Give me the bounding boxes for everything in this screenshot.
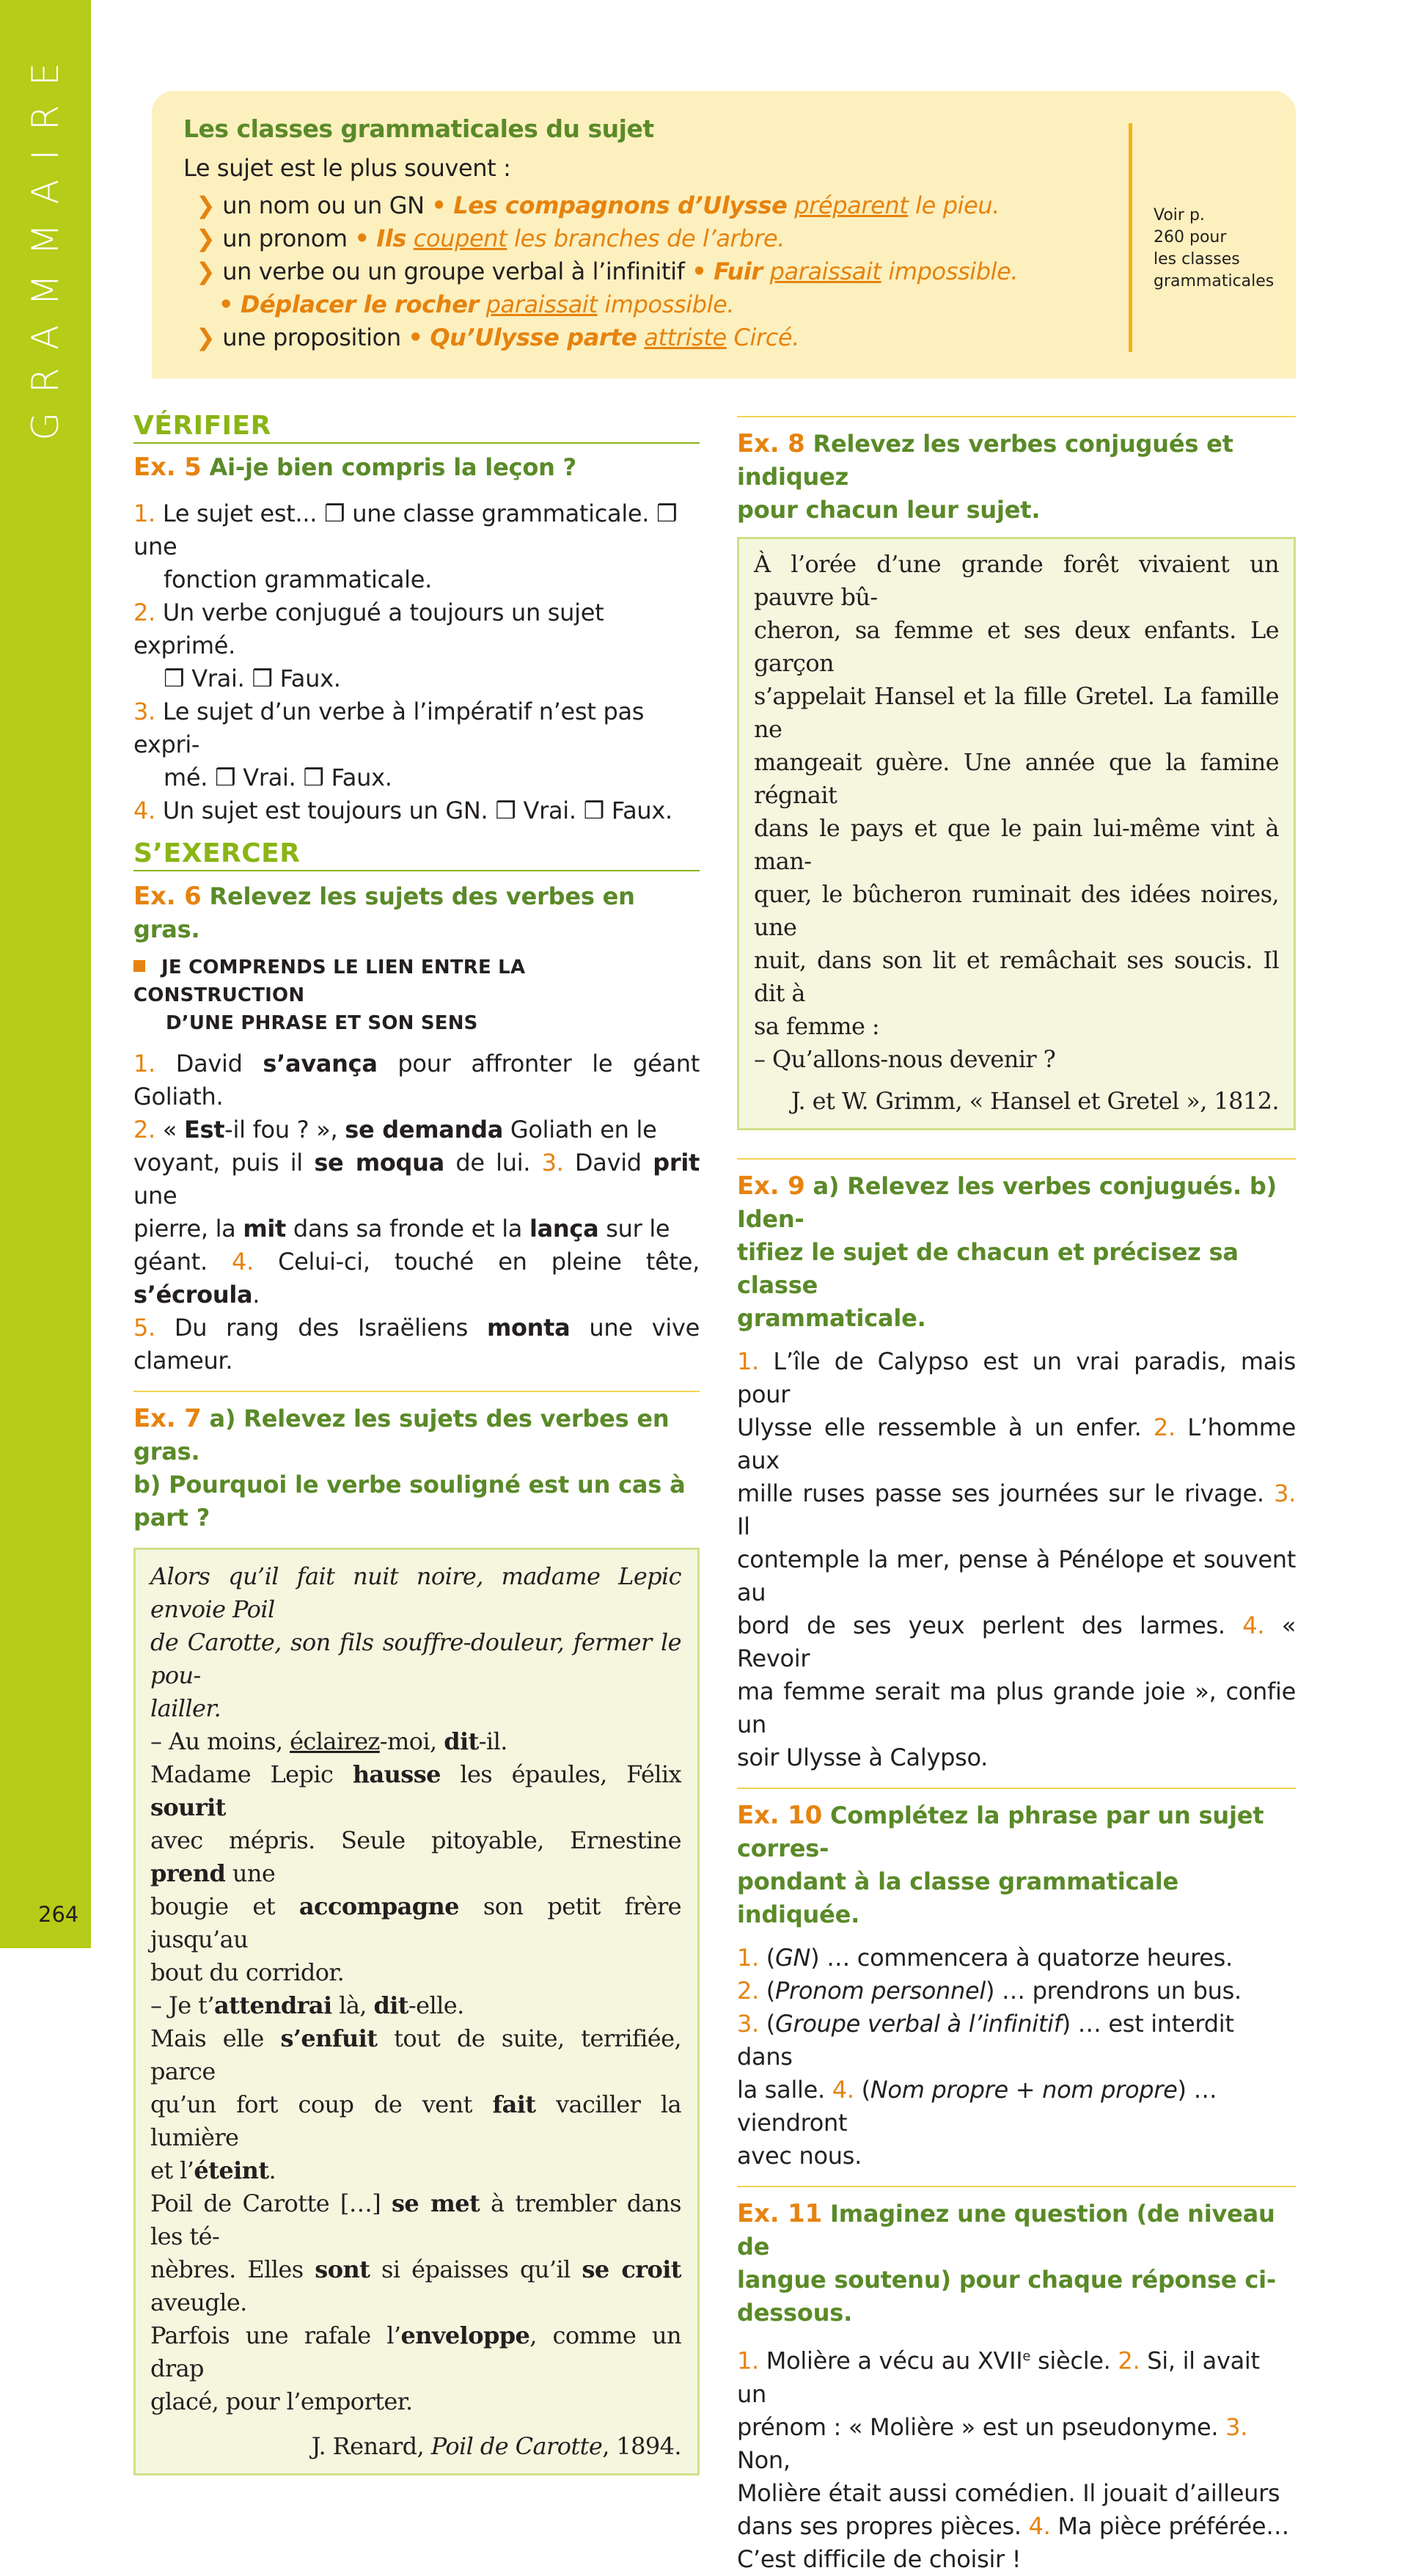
- example-verb: paraissait: [769, 257, 881, 285]
- chevron-right-icon: ❯: [196, 191, 216, 219]
- text: mille ruses passe ses journées sur le rivage.: [737, 1479, 1275, 1507]
- bold-verb: fait: [492, 2090, 536, 2118]
- text: -il.: [478, 1727, 507, 1755]
- text: son petit frère jusqu’au: [150, 1892, 681, 1953]
- text: à trembler dans les té-: [150, 2189, 681, 2250]
- text: une: [133, 1182, 177, 1210]
- ex9-instruction: a) Relevez les verbes conjugués. b) Iden-: [737, 1172, 1277, 1233]
- text-line: C’est difficile de choisir !: [737, 2544, 1022, 2573]
- text-line: cheron, sa femme et ses deux enfants. Le garçon: [754, 616, 1279, 677]
- example-verb: préparent: [794, 191, 909, 219]
- lesson-item-text: une proposition: [215, 323, 408, 351]
- text-line: soir Ulysse à Calypso.: [737, 1743, 989, 1771]
- text-line: – Qu’allons-nous devenir ?: [754, 1045, 1056, 1073]
- bold-verb: dit: [444, 1727, 479, 1755]
- ex11-label: Ex. 11: [737, 2199, 823, 2228]
- italic-class: Nom propre + nom propre: [870, 2076, 1178, 2104]
- text-line: sa femme :: [754, 1012, 880, 1040]
- text: – Je t’: [150, 1991, 214, 2019]
- text: là,: [331, 1991, 374, 2019]
- ex11-instruction: Imaginez une question (de niveau de: [737, 2200, 1275, 2261]
- list-item: [133, 794, 700, 827]
- lesson-item-text: un nom ou un GN: [215, 191, 432, 219]
- lesson-item: [183, 255, 1263, 288]
- item-text: Le sujet est... ❒ une classe grammaticale. ❒ une: [133, 500, 678, 560]
- text: (: [758, 1944, 775, 1972]
- section-exercer-heading: S’EXERCER: [133, 838, 700, 871]
- ex9-label: Ex. 9: [737, 1171, 805, 1201]
- example-rest: impossible.: [881, 257, 1019, 285]
- text: .: [268, 2156, 276, 2184]
- example-verb: attriste: [644, 323, 727, 351]
- item-number: 2.: [737, 1977, 759, 2005]
- text: -il fou ? »,: [224, 1116, 345, 1144]
- ex10-instruction: Complétez la phrase par un sujet corres-: [737, 1801, 1264, 1862]
- bullet-icon: •: [431, 191, 447, 219]
- ex5-label: Ex. 5: [133, 453, 202, 482]
- bold-verb: s’enfuit: [280, 2024, 378, 2052]
- text: ) … prendrons un bus.: [985, 1977, 1242, 2005]
- bullet-icon: •: [408, 323, 423, 351]
- ex11-text: [737, 2340, 1296, 2576]
- divider: [737, 2186, 1296, 2187]
- bold-verb: monta: [486, 1314, 571, 1342]
- text: dans sa fronde et la: [286, 1215, 529, 1243]
- bullet-icon: •: [354, 224, 370, 252]
- ex9-text: [737, 1345, 1296, 1774]
- lesson-item: [183, 321, 1263, 354]
- ex8-heading: [737, 428, 1296, 527]
- item-number: 4.: [1242, 1611, 1265, 1639]
- page-number: 264: [38, 1902, 79, 1927]
- bold-verb: prit: [653, 1149, 700, 1177]
- example-subject: Qu’Ulysse parte: [430, 323, 637, 351]
- text-line: À l’orée d’une grande forêt vivaient un pauvre bû-: [754, 550, 1279, 611]
- text: [637, 323, 645, 351]
- text: tout de suite, terrifiée, parce: [150, 2024, 681, 2085]
- text: dans ses propres pièces.: [737, 2511, 1029, 2540]
- ex10-instruction: pondant à la classe grammaticale indiquée.: [737, 1867, 1178, 1928]
- lesson-intro: Le sujet est le plus souvent :: [183, 154, 511, 182]
- text: pour affronter le géant Goliath.: [133, 1050, 700, 1110]
- lesson-note: [1154, 205, 1274, 293]
- ex5-instruction: Ai-je bien compris la leçon ?: [209, 453, 577, 481]
- item-number: 1.: [737, 1944, 759, 1972]
- lesson-example: [423, 323, 799, 351]
- ex9-instruction: tifiez le sujet de chacun et précisez sa classe: [737, 1238, 1239, 1299]
- lesson-title: Les classes grammaticales du sujet: [183, 114, 654, 143]
- italic-class: Pronom personnel: [775, 1977, 986, 2005]
- ex5-list: [133, 497, 700, 827]
- item-number: 3.: [737, 2010, 759, 2038]
- ex6-heading: [133, 880, 700, 946]
- ex7-instruction-a: a) Relevez les sujets des verbes en gras.: [133, 1405, 670, 1466]
- list-item: [133, 497, 700, 596]
- text: et l’: [150, 2156, 194, 2184]
- item-number: 4.: [133, 797, 155, 824]
- text: Si, il avait un: [737, 2346, 1260, 2408]
- objective-text: JE COMPRENDS LE LIEN ENTRE LA CONSTRUCTION: [133, 956, 526, 1006]
- item-text: Le sujet d’un verbe à l’impératif n’est pas expri-: [133, 698, 645, 758]
- ex10-label: Ex. 10: [737, 1801, 823, 1830]
- divider: [737, 416, 1296, 417]
- ex8-instruction: Relevez les verbes conjugués et indiquez: [737, 430, 1233, 491]
- text: Celui-ci, touché en pleine tête,: [253, 1248, 700, 1276]
- ex8-text-box: [737, 537, 1296, 1130]
- italic-class: GN: [775, 1944, 811, 1972]
- text: [763, 257, 770, 285]
- divider: [737, 1158, 1296, 1160]
- text: la salle.: [737, 2076, 832, 2104]
- underlined-verb: éclairez: [290, 1727, 380, 1755]
- objective-text: D’UNE PHRASE ET SON SENS: [166, 1012, 478, 1034]
- item-number: 2.: [133, 599, 155, 626]
- superscript: e: [1022, 2349, 1031, 2364]
- example-subject: Ils: [376, 224, 407, 252]
- item-number: 1.: [737, 1347, 759, 1375]
- text: aveugle.: [150, 2288, 247, 2316]
- lesson-example: [233, 290, 734, 318]
- ex9-heading: [737, 1170, 1296, 1335]
- example-subject: Déplacer le rocher: [240, 290, 479, 318]
- bold-verb: mit: [243, 1215, 287, 1243]
- text: qu’un fort coup de vent: [150, 2090, 493, 2118]
- item-text: Un sujet est toujours un GN. ❒ Vrai. ❒ Faux.: [162, 797, 672, 824]
- ex7-source: [150, 2430, 681, 2463]
- bullet-icon: •: [219, 290, 234, 318]
- text: « Revoir: [737, 1611, 1296, 1672]
- text-line: nuit, dans son lit et remâchait ses soucis. Il dit à: [754, 946, 1279, 1007]
- text: une: [225, 1859, 276, 1887]
- text-line: Molière était aussi comédien. Il jouait d’ailleurs: [737, 2478, 1280, 2507]
- chevron-right-icon: ❯: [196, 323, 216, 351]
- bold-verb: se croit: [582, 2255, 681, 2283]
- bold-verb: éteint: [194, 2156, 269, 2184]
- item-number: 5.: [133, 1314, 155, 1342]
- text-line: bout du corridor.: [150, 1958, 345, 1986]
- text: géant.: [133, 1248, 232, 1276]
- text: [787, 191, 794, 219]
- text: Parfois une rafale l’: [150, 2321, 401, 2349]
- ex5-heading: [133, 451, 700, 484]
- text: nèbres. Elles: [150, 2255, 315, 2283]
- text: , comme un drap: [150, 2321, 681, 2382]
- text: Madame Lepic: [150, 1760, 353, 1788]
- bold-verb: enveloppe: [400, 2321, 530, 2349]
- text: .: [252, 1281, 260, 1309]
- item-number: 4.: [1028, 2511, 1051, 2540]
- bold-verb: sourit: [150, 1793, 226, 1821]
- text: Il: [737, 1512, 750, 1540]
- note-line: grammaticales: [1154, 272, 1275, 290]
- lesson-example: [446, 191, 1000, 219]
- text: une vive clameur.: [133, 1314, 700, 1375]
- text: si épaisses qu’il: [370, 2255, 582, 2283]
- text: sur le: [598, 1215, 670, 1243]
- bullet-icon: •: [692, 257, 707, 285]
- text: vaciller la lumière: [150, 2090, 681, 2151]
- text: – Au moins,: [150, 1727, 290, 1755]
- text-line: avec nous.: [737, 2142, 862, 2170]
- text: ) … est interdit dans: [737, 2010, 1234, 2071]
- text-line: quer, le bûcheron ruminait des idées noires, une: [754, 880, 1279, 941]
- example-rest: impossible.: [597, 290, 735, 318]
- text-line: dans le pays et que le pain lui-même vint à man-: [754, 814, 1279, 875]
- text: Ulysse elle ressemble à un enfer.: [737, 1413, 1154, 1441]
- bold-verb: lança: [529, 1215, 599, 1243]
- example-subject: Les compagnons d’Ulysse: [453, 191, 788, 219]
- lesson-item-text: un verbe ou un groupe verbal à l’infinitif: [215, 257, 692, 285]
- item-text: fonction grammaticale.: [164, 566, 433, 593]
- text: siècle.: [1030, 2346, 1118, 2375]
- ex8-instruction: pour chacun leur sujet.: [737, 496, 1041, 524]
- ex10-text: [737, 1942, 1296, 2173]
- item-number: 4.: [231, 1248, 254, 1276]
- text-line: s’appelait Hansel et la fille Gretel. La famille ne: [754, 682, 1279, 743]
- section-verifier-heading: VÉRIFIER: [133, 410, 700, 444]
- lesson-example: [706, 257, 1018, 285]
- item-number: 2.: [1118, 2346, 1140, 2375]
- text: bord de ses yeux perlent des larmes.: [737, 1611, 1243, 1639]
- bold-verb: Est: [183, 1116, 225, 1144]
- lesson-item: [183, 189, 1263, 222]
- ex6-objective: [133, 954, 700, 1037]
- list-item: [133, 596, 700, 695]
- right-column: [737, 416, 1296, 2576]
- text: David: [155, 1050, 263, 1077]
- ex10-heading: [737, 1799, 1296, 1931]
- ex7-label: Ex. 7: [133, 1404, 202, 1433]
- sidebar-title: GRAMMAIRE: [24, 43, 67, 441]
- item-number: 3.: [1274, 1479, 1296, 1507]
- text-line: mangeait guère. Une année que la famine régnait: [754, 748, 1279, 809]
- item-number: 1.: [133, 1050, 155, 1077]
- lesson-box: [152, 91, 1296, 378]
- lesson-list: [183, 189, 1263, 354]
- ex8-source: J. et W. Grimm, « Hansel et Gretel », 1812.: [791, 1087, 1279, 1115]
- divider: [737, 1788, 1296, 1789]
- item-number: 1.: [133, 500, 155, 527]
- text: les épaules, Félix: [440, 1760, 681, 1788]
- example-rest: Circé.: [726, 323, 799, 351]
- text: prénom : « Molière » est un pseudonyme.: [737, 2412, 1226, 2441]
- objective-square-icon: [133, 960, 145, 972]
- example-verb: coupent: [413, 224, 507, 252]
- item-text: ❒ Vrai. ❒ Faux.: [164, 665, 341, 692]
- text: David: [563, 1149, 653, 1177]
- text: L’île de Calypso est un vrai paradis, mais pour: [737, 1347, 1296, 1408]
- item-text: Un verbe conjugué a toujours un sujet exprimé.: [133, 599, 604, 659]
- bold-verb: se demanda: [345, 1116, 503, 1144]
- item-number: 3.: [133, 698, 155, 725]
- item-text: mé. ❒ Vrai. ❒ Faux.: [164, 764, 392, 791]
- text: J. Renard,: [311, 2432, 431, 2460]
- item-number: 1.: [737, 2346, 759, 2375]
- example-subject: Fuir: [714, 257, 763, 285]
- ex6-label: Ex. 6: [133, 882, 202, 911]
- bold-verb: sont: [315, 2255, 370, 2283]
- text: avec mépris. Seule pitoyable, Ernestine: [150, 1826, 681, 1854]
- sidebar-band: [0, 0, 91, 1948]
- text-line: Alors qu’il fait nuit noire, madame Lepic envoie Poil: [150, 1562, 681, 1623]
- ex7-heading: [133, 1402, 700, 1534]
- bold-verb: se met: [391, 2189, 480, 2217]
- text: Ma pièce préférée…: [1050, 2511, 1289, 2540]
- note-line: 260 pour: [1154, 228, 1227, 246]
- lesson-separator: [1129, 123, 1132, 352]
- bold-verb: se moqua: [314, 1149, 444, 1177]
- text: «: [155, 1116, 184, 1144]
- item-number: 3.: [541, 1149, 564, 1177]
- text: ) … commencera à quatorze heures.: [810, 1944, 1233, 1972]
- text: L’homme aux: [737, 1413, 1296, 1474]
- text: [406, 224, 414, 252]
- text: (: [758, 2010, 775, 2038]
- text: Molière a vécu au XVII: [758, 2346, 1023, 2375]
- ex11-heading: [737, 2198, 1296, 2330]
- item-number: 3.: [1225, 2412, 1248, 2441]
- example-rest: le pieu.: [908, 191, 1000, 219]
- chevron-right-icon: ❯: [196, 257, 216, 285]
- source-title: Poil de Carotte: [430, 2432, 603, 2460]
- text-line: ma femme serait ma plus grande joie », confie un: [737, 1677, 1296, 1738]
- example-rest: les branches de l’arbre.: [507, 224, 785, 252]
- item-number: 2.: [1153, 1413, 1176, 1441]
- bold-verb: hausse: [352, 1760, 441, 1788]
- text-line: glacé, pour l’emporter.: [150, 2387, 413, 2415]
- text: , 1894.: [602, 2432, 681, 2460]
- chevron-right-icon: ❯: [196, 224, 216, 252]
- ex6-instruction: Relevez les sujets des verbes en gras.: [133, 882, 635, 943]
- text: -moi,: [379, 1727, 444, 1755]
- text: Poil de Carotte […]: [150, 2189, 392, 2217]
- ex11-instruction: langue soutenu) pour chaque réponse ci-dessous.: [737, 2266, 1276, 2327]
- text: [479, 290, 486, 318]
- lesson-example: [370, 224, 785, 252]
- text: voyant, puis il: [133, 1149, 315, 1177]
- text: de lui.: [444, 1149, 542, 1177]
- italic-class: Groupe verbal à l’infinitif: [775, 2010, 1062, 2038]
- bold-verb: accompagne: [298, 1892, 459, 1920]
- bold-verb: s’avança: [263, 1050, 378, 1077]
- item-number: 4.: [832, 2076, 854, 2104]
- text: Du rang des Israëliens: [155, 1314, 487, 1342]
- text: (: [758, 1977, 775, 2005]
- text: -elle.: [408, 1991, 464, 2019]
- ex7-instruction-b: b) Pourquoi le verbe souligné est un cas à part ?: [133, 1471, 686, 1532]
- item-number: 2.: [133, 1116, 155, 1144]
- text-line: contemple la mer, pense à Pénélope et souvent au: [737, 1545, 1296, 1606]
- note-line: Voir p.: [1154, 206, 1205, 224]
- lesson-item: [183, 288, 1263, 321]
- note-line: les classes: [1154, 250, 1240, 268]
- text: Mais elle: [150, 2024, 281, 2052]
- ex7-text-box: [133, 1548, 700, 2476]
- text: bougie et: [150, 1892, 299, 1920]
- example-verb: paraissait: [485, 290, 598, 318]
- text: ) … viendront: [737, 2076, 1217, 2137]
- list-item: [133, 695, 700, 794]
- bold-verb: attendrai: [213, 1991, 332, 2019]
- lesson-item-text: un pronom: [215, 224, 355, 252]
- ex9-instruction: grammaticale.: [737, 1304, 926, 1332]
- lesson-item: [183, 222, 1263, 255]
- text: (: [854, 2076, 870, 2104]
- text-line: lailler.: [150, 1694, 221, 1722]
- text: Non,: [737, 2445, 791, 2474]
- divider: [133, 1391, 700, 1392]
- text: Goliath en le: [503, 1116, 657, 1144]
- bold-verb: s’écroula: [133, 1281, 253, 1309]
- text-line: de Carotte, son fils souffre-douleur, fermer le pou-: [150, 1628, 681, 1689]
- text: pierre, la: [133, 1215, 243, 1243]
- ex6-text: [133, 1047, 700, 1377]
- ex8-label: Ex. 8: [737, 429, 805, 458]
- bold-verb: dit: [373, 1991, 408, 2019]
- left-column: [133, 410, 700, 2476]
- bold-verb: prend: [150, 1859, 226, 1887]
